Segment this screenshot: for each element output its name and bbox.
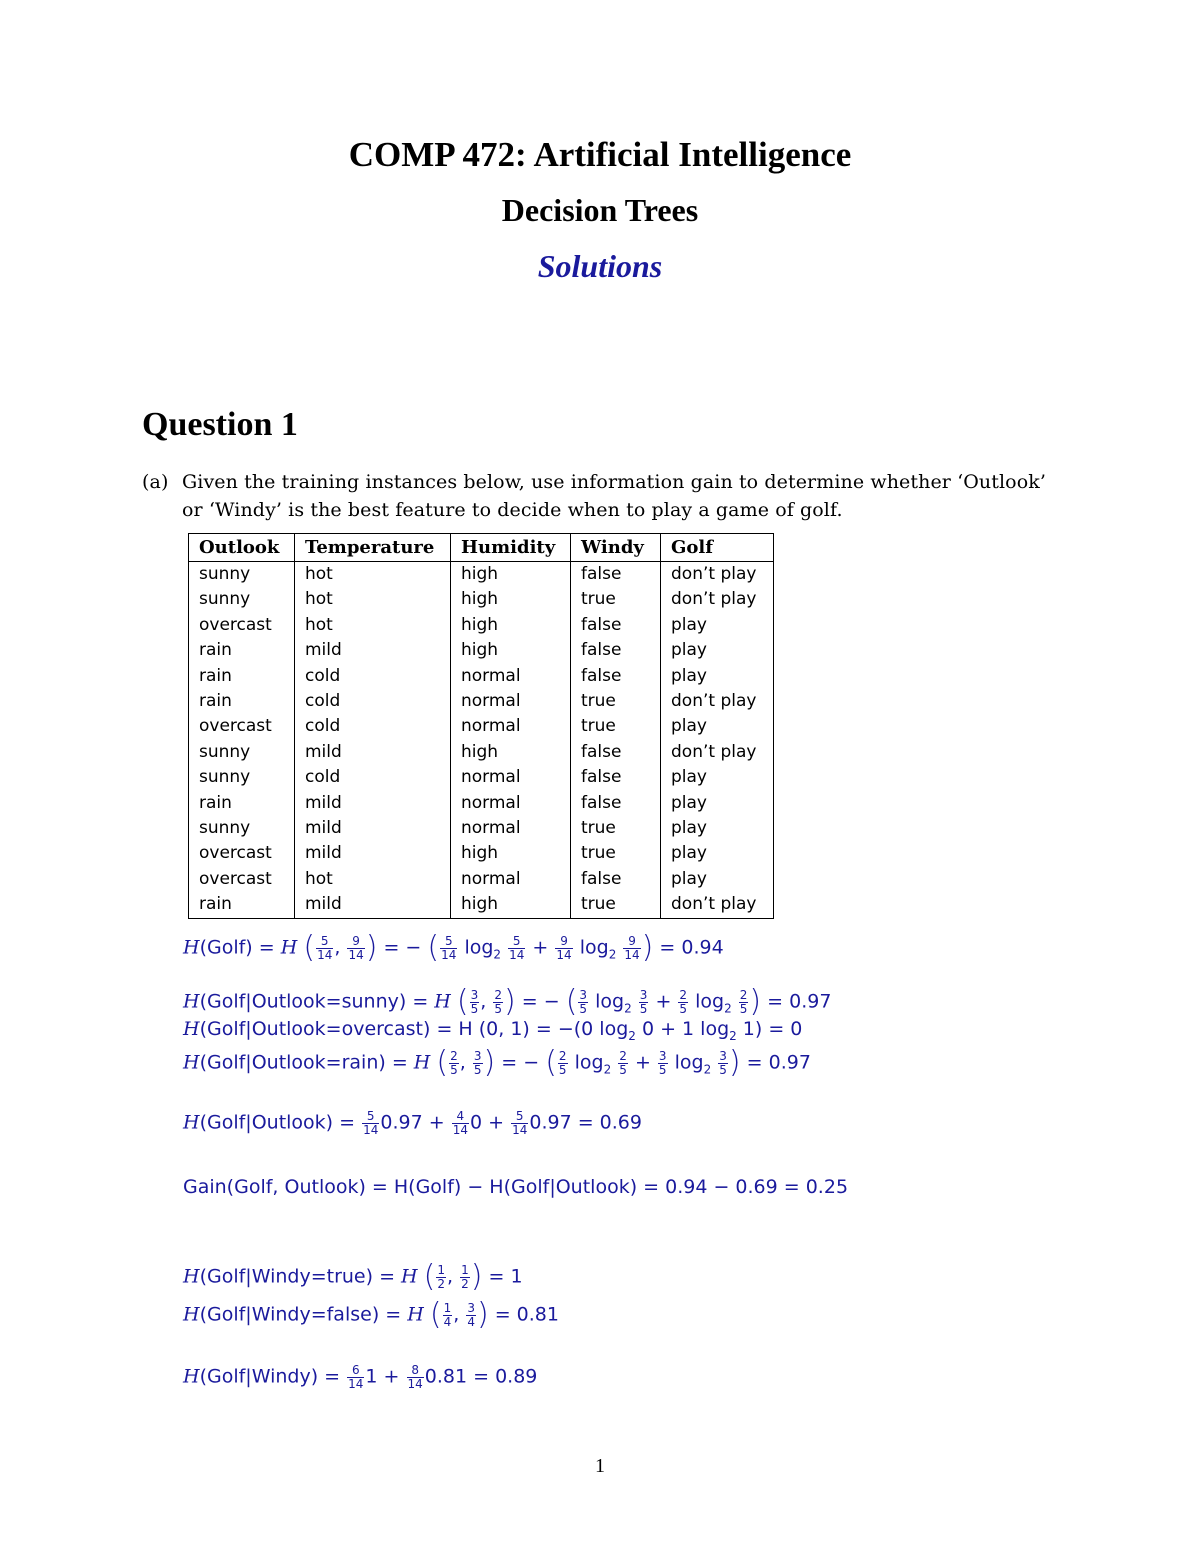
table-cell: play xyxy=(661,714,774,739)
page-number: 1 xyxy=(595,1455,605,1477)
table-cell: high xyxy=(451,587,571,612)
overcast-b: 0 + 1 log xyxy=(635,1018,730,1040)
entropy-outlook-sunny: H(Golf|Outlook=sunny) = H ( $\frac{3}{5}$ , $\frac{2}{5}$ ) = − ( $\frac{3}{5}$ $\log_2$ $\frac{3}{5}$ + $\frac{2}{5}$ $\log_2$ $\frac{2}{5}$ ) = 0.97 xyxy=(183,984,832,1019)
table-cell: true xyxy=(571,587,661,612)
table-cell: true xyxy=(571,689,661,714)
table-header: Windy xyxy=(571,534,661,562)
table-cell: play xyxy=(661,841,774,866)
table-cell: hot xyxy=(295,867,451,892)
table-cell: false xyxy=(571,562,661,588)
table-cell: false xyxy=(571,664,661,689)
entropy-golf: H(Golf) = H ( $\frac{5}{14}$ , $\frac{9}{14}$ ) = − ( $\frac{5}{14}$ $\log_2$ $\frac{5}{14}$ + $\frac{9}{14}$ $\log_2$ $\frac{9}{14}$ ) = 0.94 xyxy=(183,930,724,965)
table-cell: don’t play xyxy=(661,587,774,612)
table-cell: false xyxy=(571,765,661,790)
table-cell: high xyxy=(451,841,571,866)
table-cell: sunny xyxy=(189,740,295,765)
table-row xyxy=(189,765,774,790)
table-cell: mild xyxy=(295,816,451,841)
table-row xyxy=(189,841,774,866)
table-cell: cold xyxy=(295,714,451,739)
table-cell: true xyxy=(571,816,661,841)
table-row xyxy=(189,613,774,638)
entropy-windy-true: H(Golf|Windy=true) = H ( $\frac{1}{2}$ , $\frac{1}{2}$ ) = 1 xyxy=(183,1259,523,1294)
table-cell: false xyxy=(571,867,661,892)
table-cell: cold xyxy=(295,689,451,714)
table-row xyxy=(189,740,774,765)
table-cell: high xyxy=(451,613,571,638)
entropy-sunny-value: = 0.97 xyxy=(767,990,832,1013)
table-cell: overcast xyxy=(189,841,295,866)
table-row xyxy=(189,867,774,892)
table-row xyxy=(189,816,774,841)
outlook-b: 0 + xyxy=(469,1111,511,1134)
table-header: Golf xyxy=(661,534,774,562)
table-cell: true xyxy=(571,714,661,739)
table-cell: rain xyxy=(189,892,295,918)
entropy-golf-value: = 0.94 xyxy=(659,936,724,959)
table-cell: don’t play xyxy=(661,689,774,714)
overcast-c: 1) = 0 xyxy=(736,1018,803,1040)
table-row xyxy=(189,689,774,714)
table-cell: play xyxy=(661,638,774,663)
question-heading: Question 1 xyxy=(142,406,298,443)
entropy-windy-false: H(Golf|Windy=false) = H ( $\frac{1}{4}$ , $\frac{3}{4}$ ) = 0.81 xyxy=(183,1297,559,1332)
table-cell: false xyxy=(571,740,661,765)
table-cell: hot xyxy=(295,562,451,588)
table-cell: overcast xyxy=(189,867,295,892)
table-cell: normal xyxy=(451,867,571,892)
table-cell: normal xyxy=(451,816,571,841)
table-cell: mild xyxy=(295,841,451,866)
table-cell: mild xyxy=(295,791,451,816)
table-cell: normal xyxy=(451,765,571,790)
table-cell: don’t play xyxy=(661,892,774,918)
question-line1: Given the training instances below, use information gain to determine whether ‘Outlook’ xyxy=(182,471,1047,493)
table-header: Outlook xyxy=(189,534,295,562)
training-table xyxy=(188,533,774,919)
table-header: Humidity xyxy=(451,534,571,562)
table-row xyxy=(189,892,774,918)
table-cell: hot xyxy=(295,613,451,638)
table-cell: play xyxy=(661,816,774,841)
table-cell: cold xyxy=(295,664,451,689)
table-cell: rain xyxy=(189,791,295,816)
table-row xyxy=(189,587,774,612)
table-row xyxy=(189,562,774,588)
table-cell: cold xyxy=(295,765,451,790)
table-cell: overcast xyxy=(189,613,295,638)
table-cell: rain xyxy=(189,689,295,714)
question-text-line1 xyxy=(142,471,1046,493)
table-cell: normal xyxy=(451,714,571,739)
table-cell: sunny xyxy=(189,765,295,790)
table-cell: high xyxy=(451,562,571,588)
table-cell: false xyxy=(571,791,661,816)
gain-outlook: Gain(Golf, Outlook) = H(Golf) − H(Golf|Outlook) = 0.94 − 0.69 = 0.25 xyxy=(183,1176,849,1198)
overcast-a: H (0, 1) = −(0 log xyxy=(458,1018,629,1040)
table-cell: play xyxy=(661,664,774,689)
table-row xyxy=(189,714,774,739)
subtitle: Solutions xyxy=(537,248,663,284)
table-cell: normal xyxy=(451,664,571,689)
table-cell: true xyxy=(571,841,661,866)
table-cell: sunny xyxy=(189,816,295,841)
table-cell: false xyxy=(571,638,661,663)
table-cell: true xyxy=(571,892,661,918)
table-cell: don’t play xyxy=(661,562,774,588)
windy-false-value: = 0.81 xyxy=(494,1303,559,1326)
entropy-rain-value: = 0.97 xyxy=(746,1051,811,1074)
table-row xyxy=(189,664,774,689)
table-cell: normal xyxy=(451,689,571,714)
table-header: Temperature xyxy=(295,534,451,562)
table-cell: sunny xyxy=(189,587,295,612)
table-cell: rain xyxy=(189,638,295,663)
entropy-outlook-overcast: H(Golf|Outlook=overcast) = H (0, 1) = −(0 $\log_2 0 + 1$ $\log_2 1) = 0$ xyxy=(183,1018,803,1043)
table-cell: high xyxy=(451,638,571,663)
part-label: (a) xyxy=(142,471,169,493)
table-header-row xyxy=(189,534,774,562)
entropy-outlook-rain: H(Golf|Outlook=rain) = H ( $\frac{2}{5}$ , $\frac{3}{5}$ ) = − ( $\frac{2}{5}$ $\log_2$ $\frac{2}{5}$ + $\frac{3}{5}$ $\log_2$ $\frac{3}{5}$ ) = 0.97 xyxy=(183,1045,811,1080)
course-title: COMP 472: Artificial Intelligence xyxy=(348,135,852,174)
table-cell: high xyxy=(451,892,571,918)
table-cell: overcast xyxy=(189,714,295,739)
table-row xyxy=(189,638,774,663)
table-cell: play xyxy=(661,791,774,816)
table-cell: play xyxy=(661,765,774,790)
table-cell: hot xyxy=(295,587,451,612)
conditional-entropy-outlook: H(Golf|Outlook) = $\frac{5}{14}$ 0.97 + $\frac{4}{14}$ 0 + $\frac{5}{14}$ 0.97 = 0.69 xyxy=(183,1109,642,1137)
windy-true-value: = 1 xyxy=(488,1265,523,1288)
table-cell: play xyxy=(661,613,774,638)
windy-end: 0.81 = 0.89 xyxy=(424,1365,538,1388)
conditional-entropy-windy: H(Golf|Windy) = $\frac{6}{14}$ 1 + $\frac{8}{14}$ 0.81 = 0.89 xyxy=(183,1363,538,1391)
table-cell: mild xyxy=(295,892,451,918)
outlook-c: 0.97 = 0.69 xyxy=(529,1111,642,1134)
table-cell: mild xyxy=(295,740,451,765)
table-cell: normal xyxy=(451,791,571,816)
table-cell: false xyxy=(571,613,661,638)
outlook-a: 0.97 + xyxy=(380,1111,451,1134)
topic-title: Decision Trees xyxy=(501,192,699,228)
table-cell: rain xyxy=(189,664,295,689)
table-cell: mild xyxy=(295,638,451,663)
table-row xyxy=(189,791,774,816)
question-line2: or ‘Windy’ is the best feature to decide when to play a game of golf. xyxy=(182,499,843,521)
table-cell: high xyxy=(451,740,571,765)
table-cell: don’t play xyxy=(661,740,774,765)
table-cell: sunny xyxy=(189,562,295,588)
table-cell: play xyxy=(661,867,774,892)
